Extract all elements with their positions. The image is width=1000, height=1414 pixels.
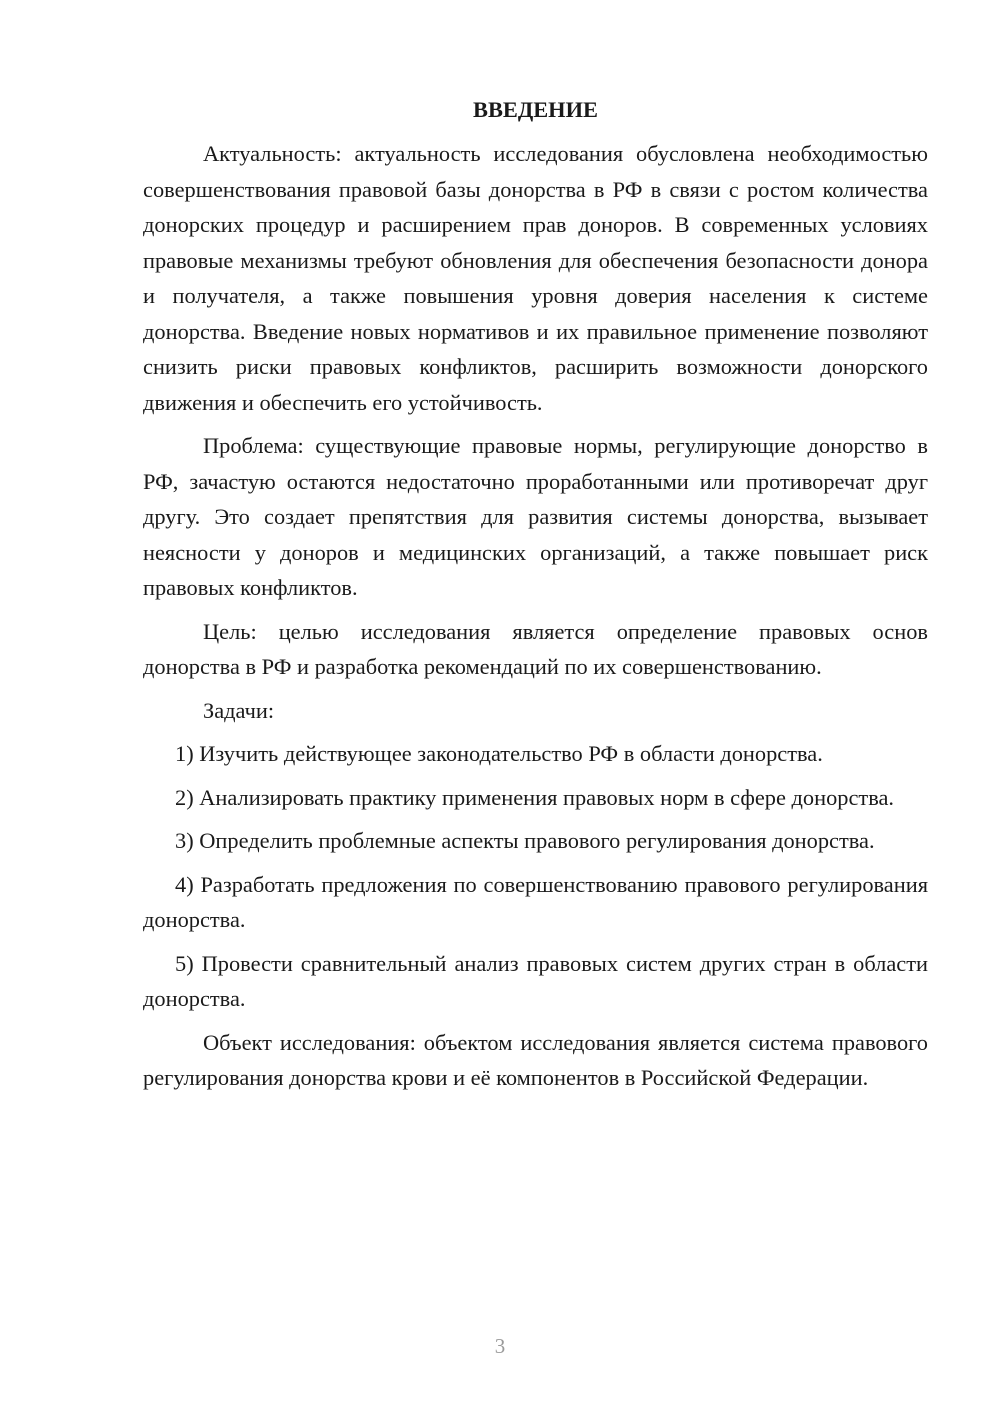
object-paragraph: Объект исследования: объектом исследования является система правового регулирования донорства крови и её компонентов в Российской Федерации.	[143, 1029, 928, 1090]
page-number: 3	[494, 1334, 506, 1358]
relevance-paragraph: Актуальность: актуальность исследования обусловлена необходимостью совершенствования правовой базы донорства в РФ в связи с ростом количества донорских процедур и расширением прав доноров. В современных условиях правовые механизмы требуют обновления для обеспечения безопасности донора и получателя, а также повышения уровня доверия населения к системе донорства. Введение новых нормативов и их правильное применение позволяют снизить риски правовых конфликтов, расширить возможности донорского движения и обеспечить его устойчивость.	[143, 141, 928, 415]
tasks-list	[143, 736, 928, 1017]
task-item: 3) Определить проблемные аспекты правового регулирования донорства.	[175, 828, 875, 853]
task-item: 5) Провести сравнительный анализ правовых систем других стран в области донорства.	[143, 950, 928, 1011]
task-item: 1) Изучить действующее законодательство РФ в области донорства.	[175, 741, 823, 766]
goal-paragraph: Цель: целью исследования является определение правовых основ донорства в РФ и разработка рекомендаций по их совершенствованию.	[143, 618, 928, 679]
document-title: ВВЕДЕНИЕ	[473, 97, 598, 122]
tasks-heading: Задачи:	[203, 697, 275, 723]
document-page	[143, 92, 928, 1104]
task-item: 4) Разработать предложения по совершенствованию правового регулирования донорства.	[143, 871, 928, 932]
task-item: 2) Анализировать практику применения правовых норм в сфере донорства.	[175, 784, 895, 810]
problem-paragraph: Проблема: существующие правовые нормы, регулирующие донорство в РФ, зачастую остаются недостаточно проработанными или противоречат друг другу. Это создает препятствия для развития системы донорства, вызывает неясности у доноров и медицинских организаций, а также повышает риск правовых конфликтов.	[143, 433, 928, 600]
